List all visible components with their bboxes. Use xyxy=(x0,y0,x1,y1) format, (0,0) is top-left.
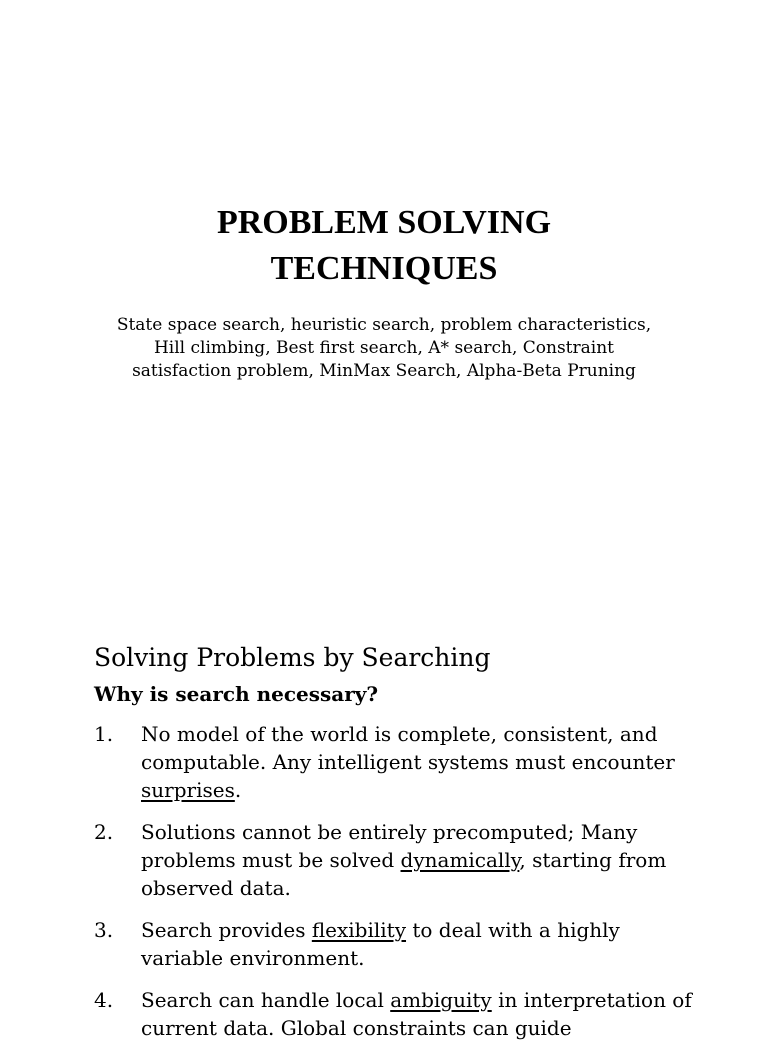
page-title xyxy=(0,200,768,292)
title-line-1: PROBLEM SOLVING xyxy=(216,204,552,241)
item-text: . xyxy=(234,778,242,802)
list-item xyxy=(94,720,714,804)
item-text: in interpretation of xyxy=(491,988,692,1012)
item-text: problems must be solved xyxy=(141,848,401,872)
item-line xyxy=(141,846,714,874)
item-line: current data. Global constraints can guide xyxy=(141,1016,572,1040)
item-text: to deal with a highly xyxy=(406,918,620,942)
item-text: Search provides xyxy=(141,918,312,942)
item-line: Solutions cannot be entirely precomputed; Many xyxy=(141,820,638,844)
subtitle-line-1: State space search, heuristic search, problem characteristics, xyxy=(116,315,652,335)
item-line: observed data. xyxy=(141,876,291,900)
section-heading: Solving Problems by Searching xyxy=(94,643,491,672)
subtitle-line-2: Hill climbing, Best first search, A* search, Constraint xyxy=(153,338,614,358)
topics-subtitle xyxy=(0,314,768,383)
subtitle-line-3: satisfaction problem, MinMax Search, Alpha-Beta Pruning xyxy=(132,361,636,381)
item-line: variable environment. xyxy=(141,946,365,970)
item-line xyxy=(141,986,714,1014)
item-line xyxy=(141,776,714,804)
item-line xyxy=(141,916,714,944)
underlined-term: surprises xyxy=(141,778,235,802)
list-item xyxy=(94,986,714,1042)
underlined-term: ambiguity xyxy=(390,988,492,1012)
title-line-2: TECHNIQUES xyxy=(270,250,498,287)
item-line: computable. Any intelligent systems must encounter xyxy=(141,750,675,774)
reasons-list xyxy=(94,720,714,1056)
section-question: Why is search necessary? xyxy=(94,682,379,706)
underlined-term: flexibility xyxy=(311,918,407,942)
item-number: 2. xyxy=(94,820,114,844)
item-number: 4. xyxy=(94,988,114,1012)
item-line: No model of the world is complete, consistent, and xyxy=(141,722,658,746)
item-number: 1. xyxy=(94,722,114,746)
underlined-term: dynamically xyxy=(400,848,520,872)
item-text: Search can handle local xyxy=(141,988,391,1012)
item-number: 3. xyxy=(94,918,114,942)
list-item xyxy=(94,818,714,902)
item-text: , starting from xyxy=(519,848,667,872)
list-item xyxy=(94,916,714,972)
